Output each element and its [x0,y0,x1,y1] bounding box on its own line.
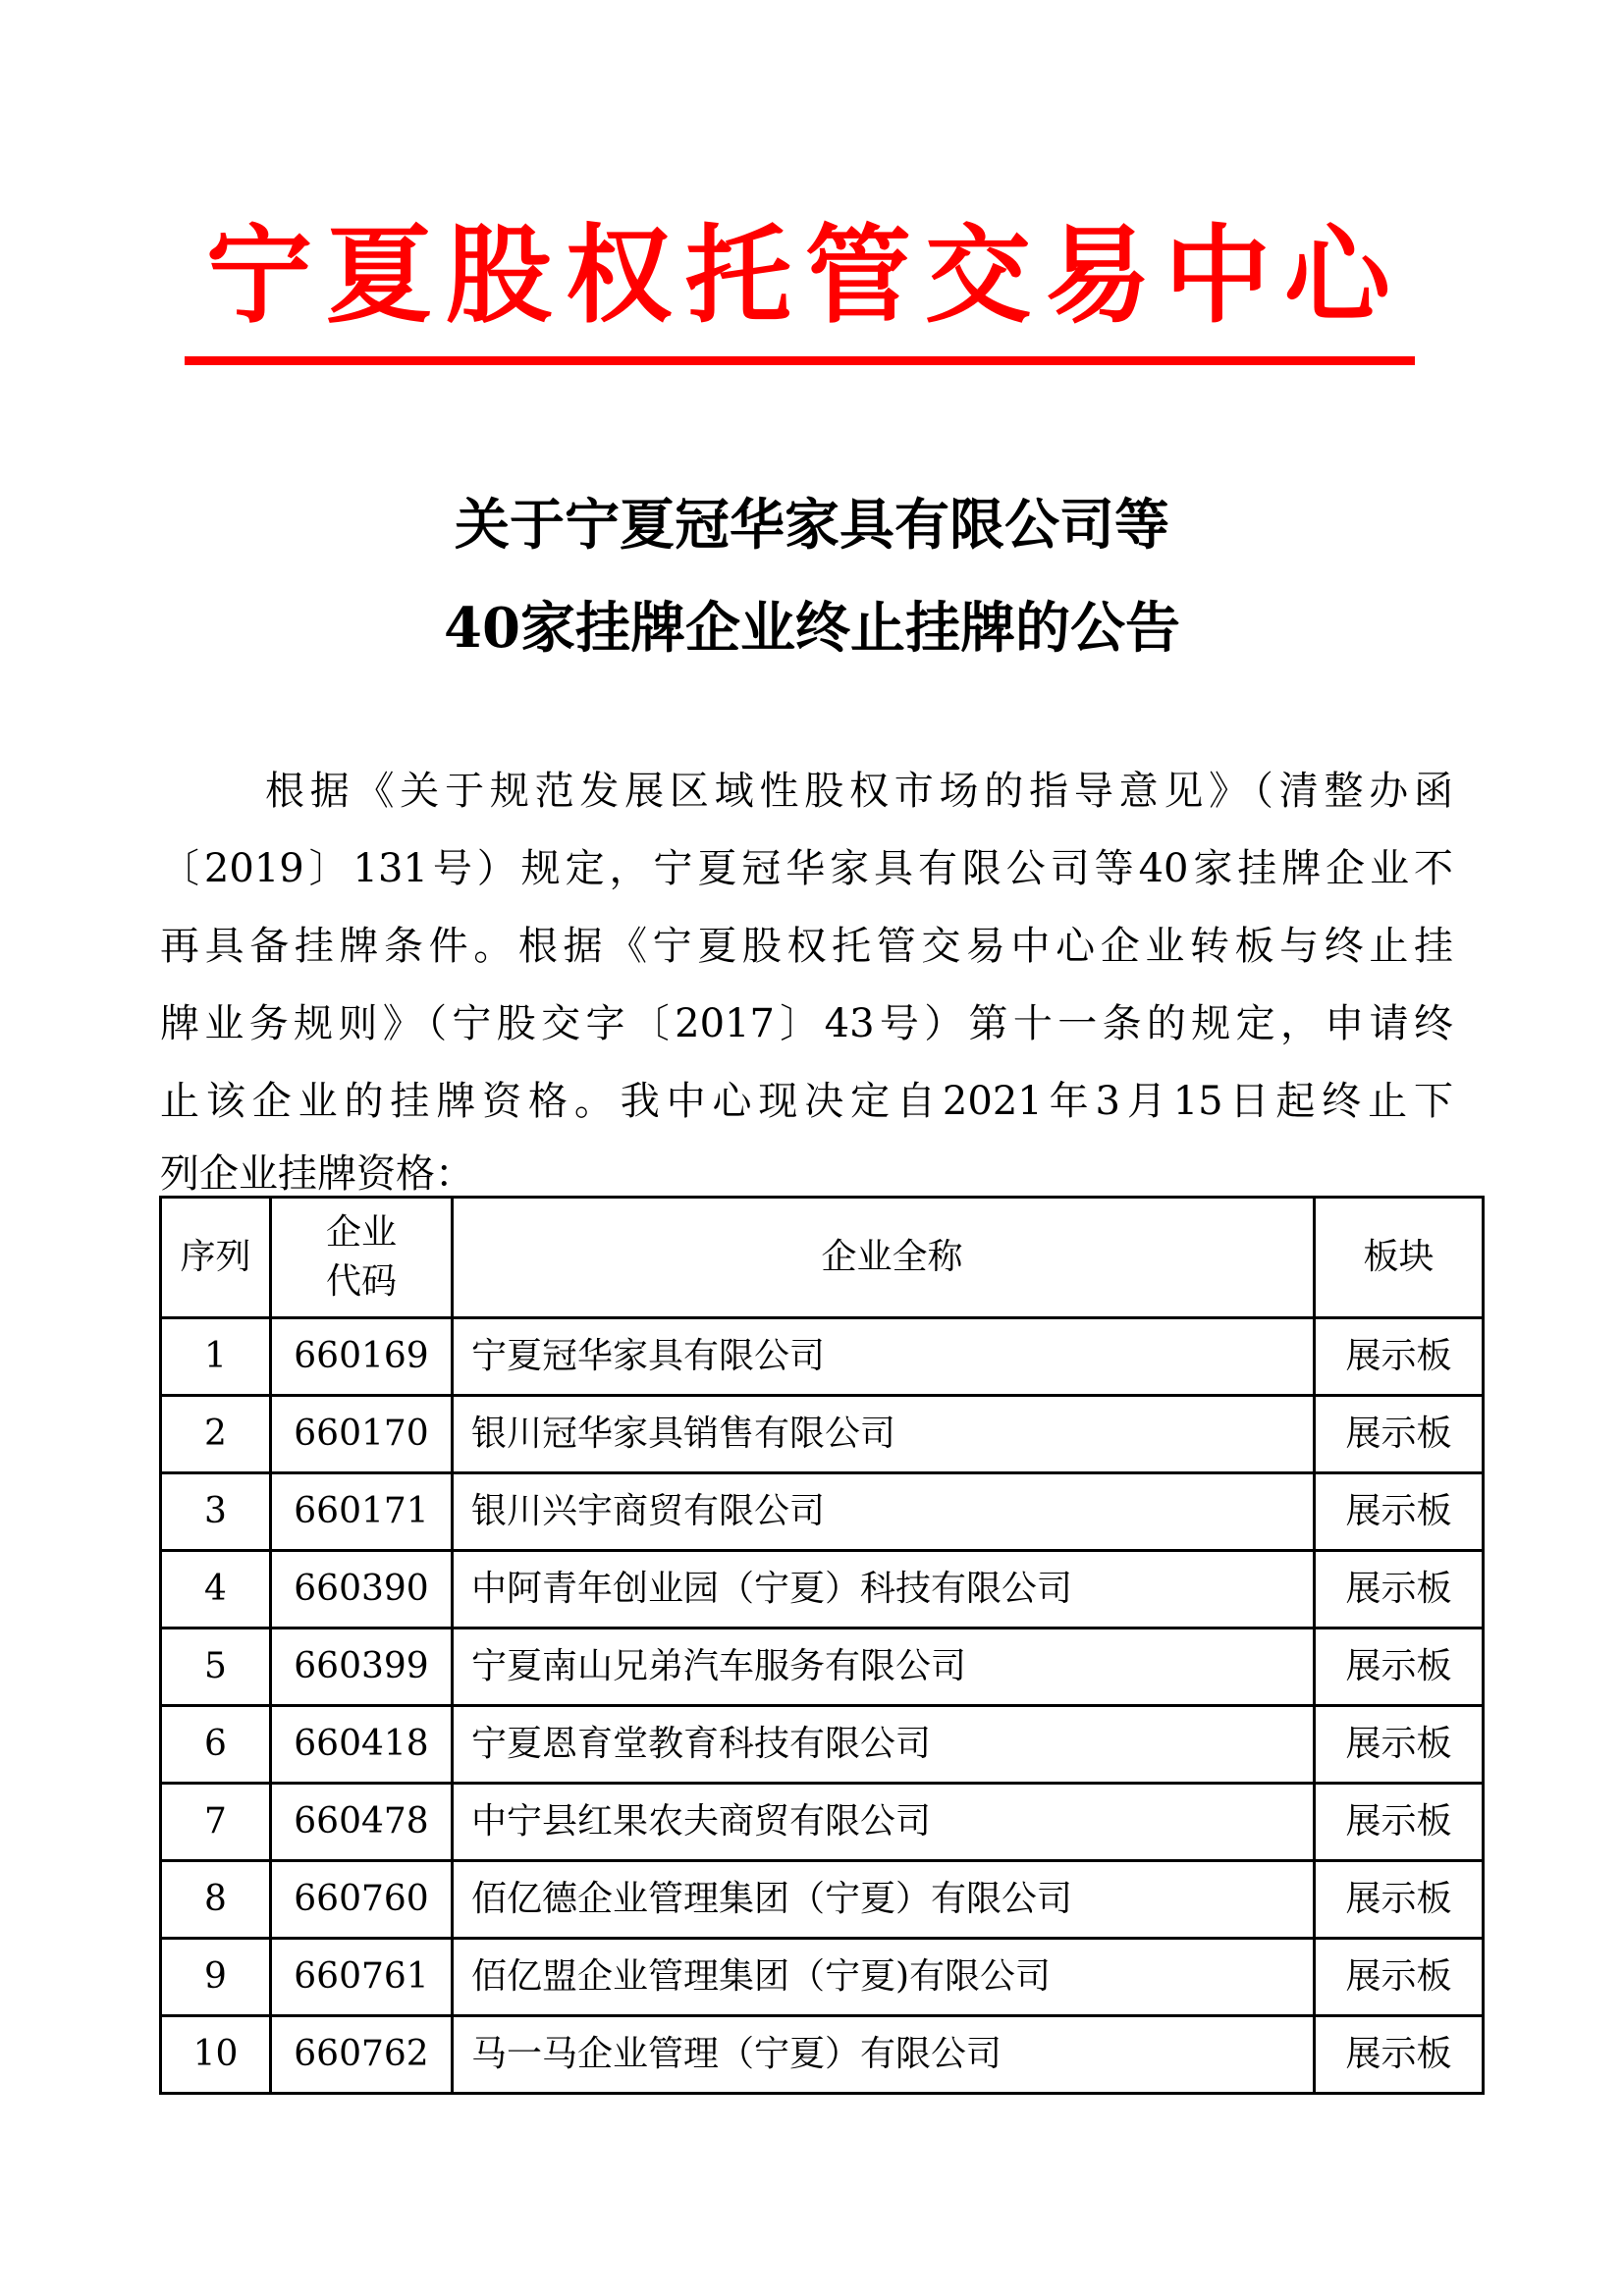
cell-name: 宁夏南山兄弟汽车服务有限公司 [453,1629,1315,1706]
cell-board: 展示板 [1315,1396,1484,1473]
cell-board: 展示板 [1315,1861,1484,1939]
table-row [161,1784,1484,1861]
cell-code: 660399 [271,1629,453,1706]
column-header-code-line2: 代码 [325,1261,397,1302]
cell-code: 660169 [271,1318,453,1396]
table-row [161,1473,1484,1551]
cell-name: 中宁县红果农夫商贸有限公司 [453,1784,1315,1861]
cell-board: 展示板 [1315,1706,1484,1784]
cell-board: 展示板 [1315,1318,1484,1396]
cell-name: 宁夏冠华家具有限公司 [453,1318,1315,1396]
cell-name: 佰亿德企业管理集团（宁夏）有限公司 [453,1861,1315,1939]
delisted-companies-table [159,1196,1485,2095]
cell-code: 660761 [271,1939,453,2016]
column-header-seq: 序列 [161,1198,271,1318]
cell-code: 660418 [271,1706,453,1784]
table-row [161,1629,1484,1706]
cell-name: 佰亿盟企业管理集团（宁夏)有限公司 [453,1939,1315,2016]
table-row [161,1318,1484,1396]
cell-seq: 3 [161,1473,271,1551]
cell-seq: 1 [161,1318,271,1396]
cell-board: 展示板 [1315,1473,1484,1551]
cell-seq: 9 [161,1939,271,2016]
cell-seq: 4 [161,1551,271,1629]
cell-seq: 10 [161,2016,271,2094]
table-row [161,1551,1484,1629]
cell-name: 中阿青年创业园（宁夏）科技有限公司 [453,1551,1315,1629]
body-paragraph-line: 止该企业的挂牌资格。我中心现决定自2021年3月15日起终止下 [160,1079,1453,1124]
cell-board: 展示板 [1315,1629,1484,1706]
column-header-code [271,1198,453,1318]
cell-name: 银川兴宇商贸有限公司 [453,1473,1315,1551]
body-paragraph-line: 〔2019〕131号）规定，宁夏冠华家具有限公司等40家挂牌企业不 [160,846,1453,891]
cell-seq: 5 [161,1629,271,1706]
table-row [161,1861,1484,1939]
cell-board: 展示板 [1315,1939,1484,2016]
cell-seq: 2 [161,1396,271,1473]
cell-name: 银川冠华家具销售有限公司 [453,1396,1315,1473]
letterhead-organization-name: 宁夏股权托管交易中心 [205,215,1404,338]
body-paragraph-line: 再具备挂牌条件。根据《宁夏股权托管交易中心企业转板与终止挂 [160,924,1453,969]
table-header-row [161,1198,1484,1318]
body-paragraph-line: 根据《关于规范发展区域性股权市场的指导意见》（清整办函 [265,769,1453,814]
table-row [161,2016,1484,2094]
cell-seq: 6 [161,1706,271,1784]
body-paragraph-line: 列企业挂牌资格： [160,1151,474,1197]
cell-board: 展示板 [1315,2016,1484,2094]
column-header-board: 板块 [1315,1198,1484,1318]
cell-name: 宁夏恩育堂教育科技有限公司 [453,1706,1315,1784]
table-row [161,1939,1484,2016]
cell-code: 660762 [271,2016,453,2094]
cell-seq: 8 [161,1861,271,1939]
body-paragraph-line: 牌业务规则》（宁股交字〔2017〕43号）第十一条的规定，申请终 [160,1001,1453,1046]
cell-seq: 7 [161,1784,271,1861]
cell-code: 660390 [271,1551,453,1629]
cell-code: 660170 [271,1396,453,1473]
cell-code: 660760 [271,1861,453,1939]
cell-board: 展示板 [1315,1784,1484,1861]
cell-code: 660478 [271,1784,453,1861]
document-title-line-1: 关于宁夏冠华家具有限公司等 [455,493,1169,558]
cell-name: 马一马企业管理（宁夏）有限公司 [453,2016,1315,2094]
letterhead-red-rule [185,356,1415,365]
table-row [161,1706,1484,1784]
document-title-line-2: 40家挂牌企业终止挂牌的公告 [444,596,1180,661]
table-row [161,1396,1484,1473]
column-header-name: 企业全称 [453,1198,1315,1318]
column-header-code-line1: 企业 [325,1212,397,1253]
cell-code: 660171 [271,1473,453,1551]
cell-board: 展示板 [1315,1551,1484,1629]
